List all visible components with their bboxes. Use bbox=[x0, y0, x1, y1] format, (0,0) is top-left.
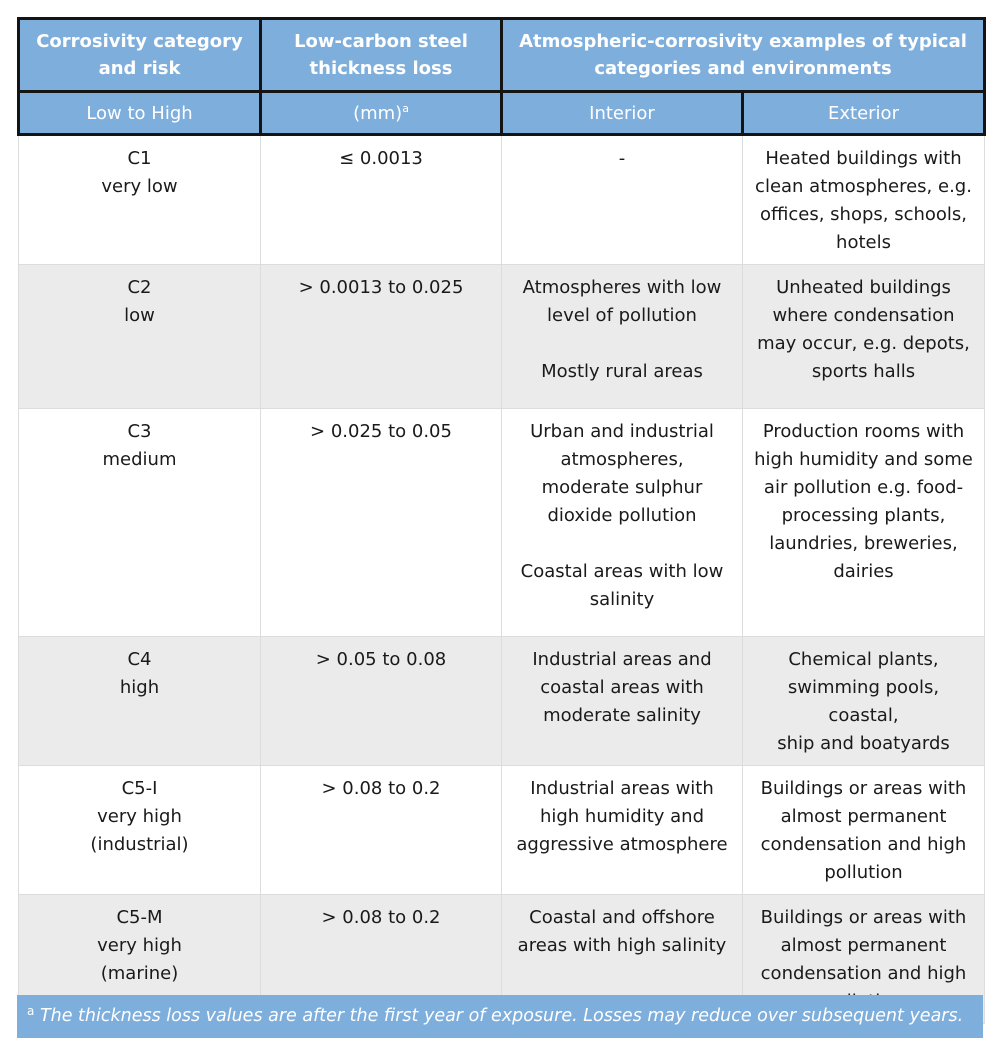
exterior-cell-line: hotels bbox=[836, 232, 891, 253]
exterior-cell-line: clean atmospheres, e.g. bbox=[755, 176, 972, 197]
corrosivity-table-container bbox=[17, 17, 983, 1024]
exterior-cell-line: condensation and high bbox=[760, 834, 967, 855]
header-thickness-loss: Low-carbon steel thickness loss bbox=[261, 19, 502, 92]
interior-cell-line: moderate salinity bbox=[543, 705, 701, 726]
exterior-cell-line: Production rooms with bbox=[762, 421, 965, 442]
interior-cell-line: level of pollution bbox=[547, 305, 697, 326]
exterior-cell-line: Chemical plants, bbox=[788, 649, 939, 670]
table-header bbox=[19, 19, 985, 135]
table-row bbox=[19, 409, 985, 637]
exterior-cell-line: laundries, breweries, bbox=[769, 533, 958, 554]
category-cell-line: (industrial) bbox=[90, 834, 189, 855]
category-cell-line: C5-I bbox=[121, 778, 158, 799]
exterior-cell-line: swimming pools, coastal, bbox=[787, 677, 940, 726]
category-cell-line: high bbox=[119, 677, 160, 698]
category-cell bbox=[19, 409, 261, 637]
exterior-cell-line: dairies bbox=[833, 561, 894, 582]
table-row bbox=[19, 265, 985, 409]
category-cell-line: low bbox=[124, 305, 155, 326]
exterior-cell-line: high humidity and some bbox=[754, 449, 973, 470]
exterior-cell-line: Unheated buildings bbox=[776, 277, 951, 298]
interior-cell-line: Mostly rural areas bbox=[541, 361, 703, 382]
interior-cell-line: areas with high salinity bbox=[517, 935, 727, 956]
interior-cell-line: Industrial areas and bbox=[532, 649, 712, 670]
interior-cell-line: moderate sulphur bbox=[541, 477, 703, 498]
thickness-loss-cell: > 0.08 to 0.2 bbox=[261, 766, 502, 895]
exterior-cell-line: almost permanent bbox=[780, 935, 947, 956]
thickness-loss-cell: > 0.025 to 0.05 bbox=[261, 409, 502, 637]
category-cell-line: C4 bbox=[127, 649, 152, 670]
exterior-cell-line: almost permanent bbox=[780, 806, 947, 827]
exterior-cell-line: condensation and high bbox=[760, 963, 967, 984]
interior-cell-line: high humidity and bbox=[539, 806, 705, 827]
footnote-mark: a bbox=[27, 1004, 35, 1018]
interior-cell-line: salinity bbox=[589, 589, 655, 610]
exterior-cell bbox=[743, 409, 985, 637]
category-cell-line: medium bbox=[102, 449, 177, 470]
interior-cell-line: Industrial areas with bbox=[530, 778, 714, 799]
subheader-low-to-high: Low to High bbox=[19, 92, 261, 135]
footnote-marker: a bbox=[402, 101, 409, 115]
interior-cell-line: dioxide pollution bbox=[547, 505, 697, 526]
interior-cell-line: Coastal areas with low bbox=[520, 561, 724, 582]
exterior-cell bbox=[743, 637, 985, 766]
subheader-exterior: Exterior bbox=[743, 92, 985, 135]
interior-cell-line: Atmospheres with low bbox=[522, 277, 722, 298]
table-body bbox=[19, 135, 985, 1024]
exterior-cell-line: ship and boatyards bbox=[777, 733, 950, 754]
corrosivity-table bbox=[17, 17, 986, 1024]
interior-cell-line: coastal areas with bbox=[540, 677, 704, 698]
interior-cell bbox=[502, 135, 743, 265]
category-cell-line: very high bbox=[97, 806, 182, 827]
table-row bbox=[19, 766, 985, 895]
subheader-interior: Interior bbox=[502, 92, 743, 135]
exterior-cell-line: processing plants, bbox=[781, 505, 946, 526]
exterior-cell-line: sports halls bbox=[811, 361, 916, 382]
interior-cell bbox=[502, 265, 743, 409]
interior-cell-line: atmospheres, bbox=[560, 449, 684, 470]
thickness-loss-cell: ≤ 0.0013 bbox=[261, 135, 502, 265]
thickness-loss-cell: > 0.05 to 0.08 bbox=[261, 637, 502, 766]
exterior-cell bbox=[743, 135, 985, 265]
exterior-cell bbox=[743, 265, 985, 409]
category-cell-line: very low bbox=[101, 176, 178, 197]
exterior-cell bbox=[743, 766, 985, 895]
interior-cell-line: Urban and industrial bbox=[530, 421, 714, 442]
interior-cell-line: Coastal and offshore bbox=[529, 907, 715, 928]
category-cell-line: C2 bbox=[127, 277, 152, 298]
table-row bbox=[19, 637, 985, 766]
interior-cell bbox=[502, 766, 743, 895]
category-cell bbox=[19, 265, 261, 409]
interior-cell bbox=[502, 409, 743, 637]
interior-cell-line: aggressive atmosphere bbox=[516, 834, 728, 855]
interior-cell bbox=[502, 637, 743, 766]
exterior-cell-line: Buildings or areas with bbox=[760, 778, 967, 799]
exterior-cell-line: offices, shops, schools, bbox=[759, 204, 968, 225]
header-examples-group: Atmospheric-corrosivity examples of typical categories and environments bbox=[502, 19, 985, 92]
category-cell-line: C5-M bbox=[116, 907, 163, 928]
header-corrosivity-category: Corrosivity category and risk bbox=[19, 19, 261, 92]
interior-cell-line: - bbox=[618, 148, 626, 169]
category-cell-line: (marine) bbox=[100, 963, 179, 984]
category-cell-line: C1 bbox=[127, 148, 152, 169]
category-cell bbox=[19, 135, 261, 265]
exterior-cell-line: Buildings or areas with bbox=[760, 907, 967, 928]
exterior-cell-line: Heated buildings with bbox=[765, 148, 962, 169]
footnote-text: The thickness loss values are after the first year of exposure. Losses may reduce over subsequent years. bbox=[39, 1006, 964, 1026]
exterior-cell-line: pollution bbox=[824, 862, 903, 883]
category-cell bbox=[19, 637, 261, 766]
footnote-bar bbox=[17, 995, 983, 1038]
category-cell-line: very high bbox=[97, 935, 182, 956]
table-row bbox=[19, 135, 985, 265]
subheader-unit bbox=[261, 92, 502, 135]
thickness-loss-cell: > 0.0013 to 0.025 bbox=[261, 265, 502, 409]
category-cell-line: C3 bbox=[127, 421, 152, 442]
exterior-cell-line: may occur, e.g. depots, bbox=[757, 333, 970, 354]
category-cell bbox=[19, 766, 261, 895]
thickness-loss-cell: > 0.08 to 0.2 bbox=[261, 895, 502, 1024]
exterior-cell-line: air pollution e.g. food- bbox=[763, 477, 964, 498]
exterior-cell-line: where condensation bbox=[772, 305, 955, 326]
unit-text: (mm) bbox=[353, 102, 403, 124]
